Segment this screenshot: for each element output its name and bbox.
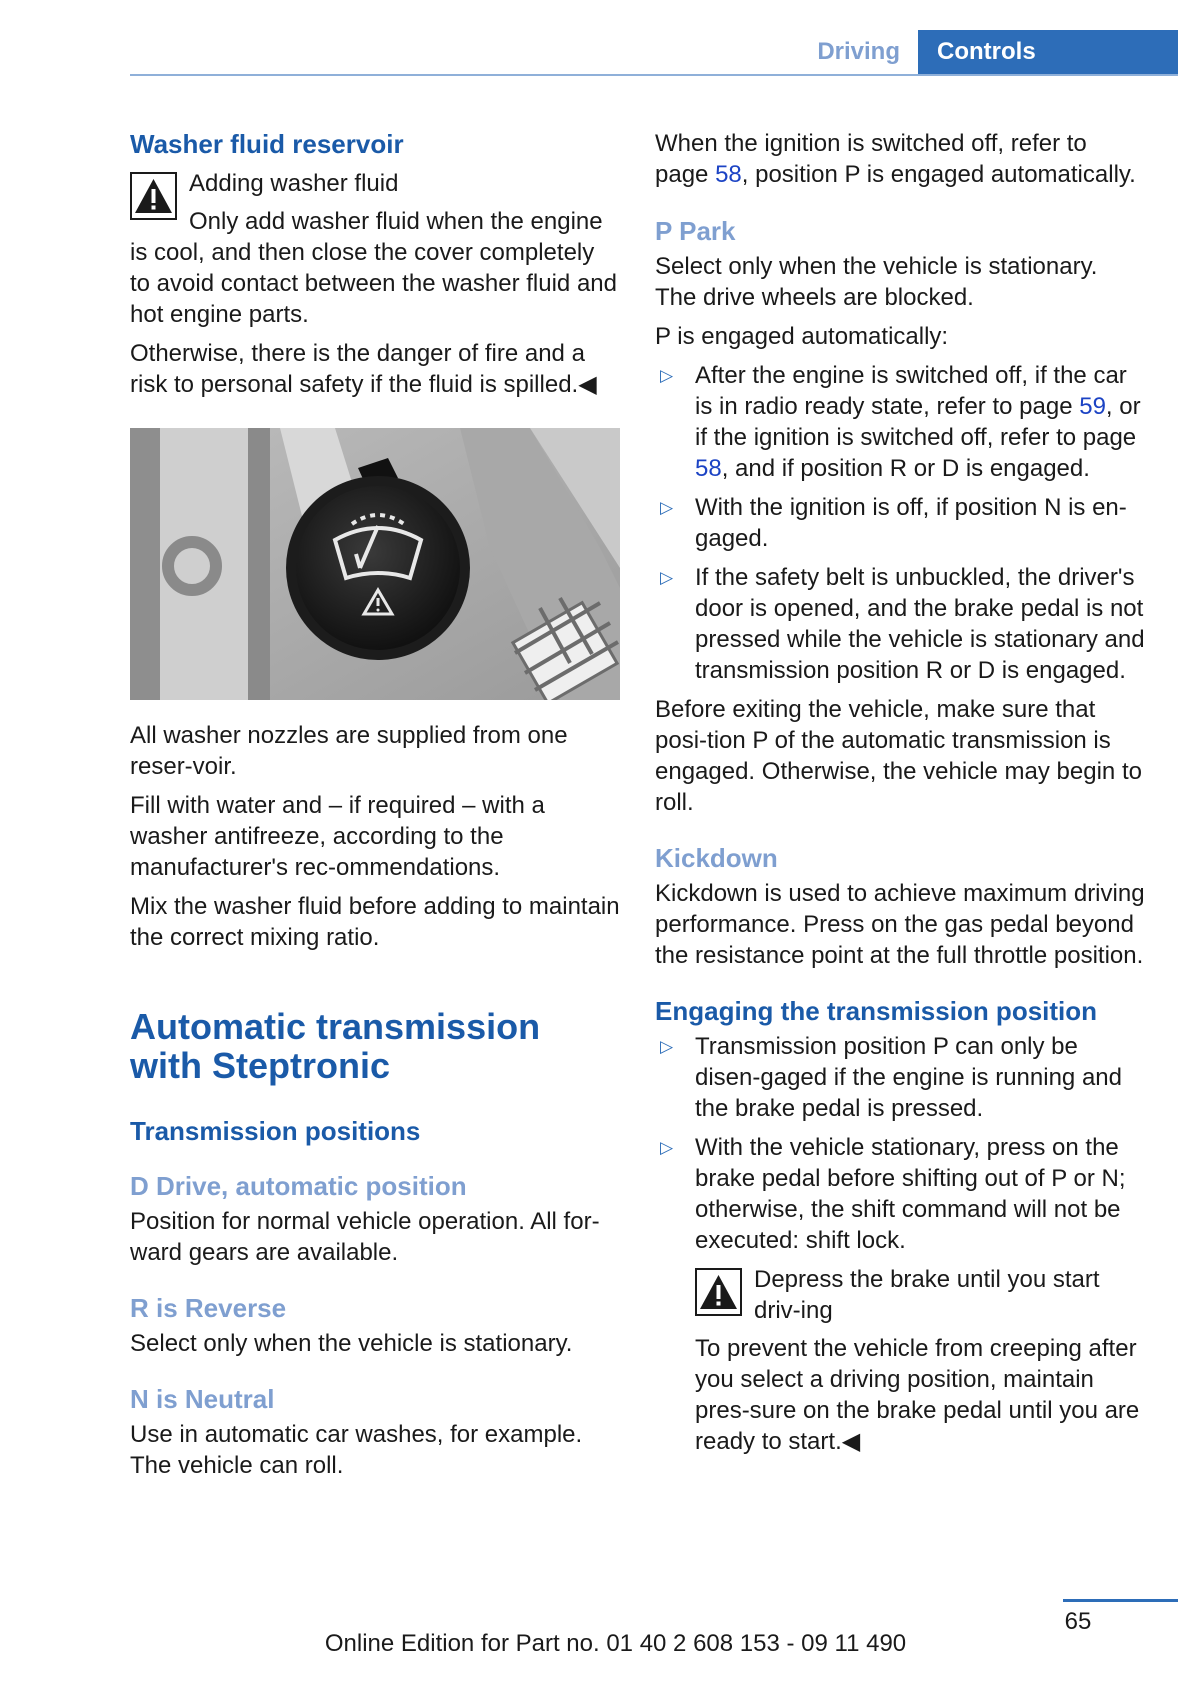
warning-body-2: Otherwise, there is the danger of fire and a risk to personal safety if the fluid is spilled.◀ [130, 340, 597, 398]
engaging-list [655, 1031, 1145, 1256]
engaging-heading: Engaging the transmission position [655, 996, 1098, 1026]
ignition-intro [655, 128, 1145, 190]
kickdown-heading: Kickdown [655, 843, 778, 873]
page-link-58[interactable]: 58 [695, 455, 722, 482]
neutral-text: Use in automatic car washes, for example. The vehicle can roll. [130, 1421, 583, 1479]
list-item [655, 492, 1145, 554]
warning-body: Only add washer fluid when the engine is cool, and then close the cover completely to avoid contact between the washer fluid and hot engine parts. [130, 208, 617, 328]
warning-body: To prevent the vehicle from creeping after you select a driving position, maintain pres-sure on the brake pedal until you are ready to start.◀ [695, 1335, 1140, 1455]
list-item [655, 562, 1145, 686]
washer-reservoir-photo [130, 428, 620, 700]
reverse-heading: R is Reverse [130, 1293, 287, 1323]
header-rule [130, 74, 1178, 76]
page-link-59[interactable]: 59 [1079, 393, 1106, 420]
transmission-positions-heading: Transmission positions [130, 1116, 421, 1146]
list-item [655, 1132, 1145, 1256]
mix-text: Mix the washer fluid before adding to maintain the correct mixing ratio. [130, 893, 620, 951]
drive-text: Position for normal vehicle operation. All for-ward gears are available. [130, 1208, 600, 1266]
drive-heading: D Drive, automatic position [130, 1171, 467, 1201]
bullet-text: Transmission position P can only be disen-gaged if the engine is running and the brake pedal is pressed. [695, 1033, 1122, 1122]
bullet-text: , or if the ignition is switched off, refer to page [695, 393, 1141, 451]
brake-warning [695, 1264, 1145, 1457]
triangle-right-bullet-icon: ▷ [660, 568, 674, 587]
header-chapter-tab: Controls [918, 30, 1178, 76]
park-text: Select only when the vehicle is stationary. The drive wheels are blocked. [655, 253, 1098, 311]
bullet-text: With the ignition is off, if position N is en-gaged. [695, 494, 1127, 552]
neutral-heading: N is Neutral [130, 1384, 275, 1414]
page-link-58[interactable]: 58 [715, 161, 742, 188]
park-heading: P Park [655, 216, 736, 246]
edition-footer: Online Edition for Part no. 01 40 2 608 153 - 09 11 490 [324, 1630, 907, 1657]
page-number: 65 [1064, 1608, 1092, 1635]
bullet-text: With the vehicle stationary, press on the brake pedal before shifting out of P or N; otherwise, the shift command will not be executed: shift lock. [695, 1134, 1126, 1254]
fill-text: Fill with water and – if required – with a washer antifreeze, according to the manufacturer's rec-ommendations. [130, 792, 545, 881]
ignition-intro-text: When the ignition is switched off, refer to page [655, 130, 1087, 188]
washer-warning [130, 168, 620, 400]
park-conditions-list [655, 360, 1145, 686]
reverse-text: Select only when the vehicle is stationary. [130, 1330, 573, 1357]
triangle-right-bullet-icon: ▷ [660, 498, 674, 517]
park-auto-text: P is engaged automatically: [655, 323, 949, 350]
ignition-intro-text-end: , position P is engaged automatically. [741, 161, 1136, 188]
warning-title: Depress the brake until you start driv-ing [754, 1266, 1100, 1324]
warning-title: Adding washer fluid [189, 170, 399, 197]
warning-triangle-icon [130, 172, 177, 220]
bullet-text: If the safety belt is unbuckled, the driver's door is opened, and the brake pedal is not pressed while the vehicle is stationary and transmission position R or D is engaged. [695, 564, 1145, 684]
list-item [655, 1031, 1145, 1124]
bullet-text: After the engine is switched off, if the car is in radio ready state, refer to page [695, 362, 1127, 420]
triangle-right-bullet-icon: ▷ [660, 1037, 674, 1056]
nozzles-text: All washer nozzles are supplied from one reser-voir. [130, 722, 568, 780]
right-column [655, 128, 1145, 1465]
header-section-label: Driving [817, 38, 900, 65]
transmission-main-heading: Automatic transmission with Steptronic [130, 1006, 541, 1086]
warning-triangle-icon [695, 1268, 742, 1316]
exit-text: Before exiting the vehicle, make sure that posi-tion P of the automatic transmission is engaged. Otherwise, the vehicle may begin to roll. [655, 696, 1142, 816]
triangle-right-bullet-icon: ▷ [660, 1138, 674, 1157]
kickdown-text: Kickdown is used to achieve maximum driving performance. Press on the gas pedal beyond the resistance point at the full throttle position. [655, 880, 1145, 969]
page-number-rule [1063, 1599, 1178, 1602]
list-item [655, 360, 1145, 484]
washer-fluid-heading: Washer fluid reservoir [130, 129, 404, 159]
triangle-right-bullet-icon: ▷ [660, 366, 674, 385]
bullet-text: , and if position R or D is engaged. [721, 455, 1090, 482]
left-column [130, 128, 620, 1489]
